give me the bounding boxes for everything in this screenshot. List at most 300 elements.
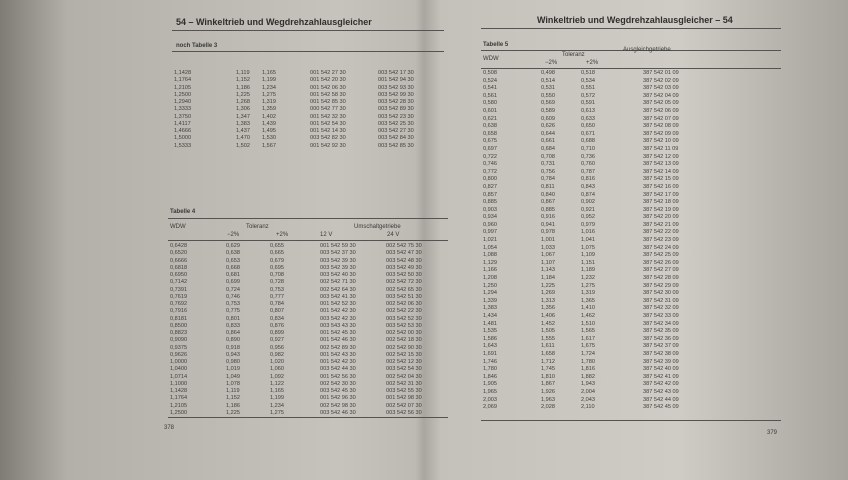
table3-cell: 1,186 — [236, 84, 250, 91]
table4-body — [170, 243, 450, 417]
table4-cell: 0,665 — [270, 250, 284, 257]
table5-cell: 0,840 — [541, 191, 555, 198]
table5-cell: 2,110 — [581, 404, 595, 411]
table4-row — [170, 323, 450, 330]
table4-row — [170, 330, 450, 337]
table3-cell: 1,470 — [236, 135, 250, 142]
table5-cell: 1,041 — [581, 237, 595, 244]
table4-cell: 003 542 41 30 — [320, 293, 356, 300]
table4-cell: 002 542 65 30 — [386, 286, 422, 293]
table4-cell: 003 542 42 30 — [320, 315, 356, 322]
table5-cell: 1,565 — [581, 328, 595, 335]
table4-cell: 003 542 54 30 — [386, 366, 422, 373]
table4-cell: 1,0400 — [170, 366, 188, 373]
table3-cell: 001 542 85 30 — [310, 99, 346, 105]
table4-cell: 1,1764 — [170, 395, 188, 402]
table5-row — [483, 351, 763, 359]
table5-cell: 387 542 40 09 — [643, 366, 679, 373]
table4-row — [170, 395, 450, 402]
table5-cell: 387 542 10 09 — [643, 138, 679, 145]
table3-cell: 1,119 — [236, 70, 250, 76]
table5-cell: 1,926 — [541, 388, 555, 395]
table5-cell: 1,225 — [541, 282, 555, 289]
table5-cell: 0,916 — [541, 214, 555, 221]
table4-cell: 0,918 — [226, 344, 240, 351]
table5-cell: 1,313 — [541, 297, 555, 304]
table3-cell: 003 542 27 30 — [378, 128, 414, 134]
table5-row — [483, 404, 763, 412]
table4-cell: 002 542 64 30 — [320, 286, 356, 293]
table5-cell: 0,787 — [581, 168, 595, 175]
table4-cell: 1,0000 — [170, 359, 188, 365]
table4-cell: 0,695 — [270, 264, 284, 271]
table5-cell: 387 542 39 09 — [643, 358, 679, 365]
table4-cell: 002 542 30 30 — [320, 380, 356, 387]
table5-cell: 1,617 — [581, 335, 595, 342]
table3-cell: 1,439 — [262, 120, 276, 127]
table5-cell: 387 542 08 09 — [643, 123, 679, 130]
right-page-header: Winkeltrieb und Wegdrehzahlausgleicher – 54 — [537, 15, 733, 25]
table5-cell: 387 542 15 09 — [643, 176, 679, 183]
table4-row — [170, 316, 450, 323]
table3-cell: 001 542 20 30 — [310, 77, 346, 84]
table5-cell: 387 542 19 09 — [643, 206, 679, 213]
table4-cell: 003 542 51 30 — [386, 293, 422, 300]
table4-cell: 1,019 — [226, 366, 240, 373]
table3-cell: 1,495 — [262, 128, 276, 134]
table5-cell: 0,514 — [541, 77, 555, 84]
table5-cell: 387 542 45 09 — [643, 404, 679, 411]
right-page-number: 379 — [767, 430, 778, 436]
table3-cell: 1,152 — [236, 77, 250, 84]
table5-cell: 387 542 18 09 — [643, 199, 679, 206]
table5-cell: 0,941 — [541, 221, 555, 228]
table4-cell: 003 543 43 30 — [320, 322, 356, 329]
table4-cell: 002 542 06 30 — [386, 301, 422, 307]
table4-cell: 002 542 00 30 — [386, 330, 422, 336]
table5-row — [483, 245, 763, 253]
table5-cell: 1,166 — [483, 267, 497, 274]
table4-row — [170, 337, 450, 344]
table4-cell: 0,956 — [270, 344, 284, 351]
table5-cell: 2,028 — [541, 404, 555, 411]
table4-row — [170, 279, 450, 286]
table5-row — [483, 313, 763, 321]
table5-cell: 0,722 — [483, 153, 497, 160]
table5-cell: 387 542 35 09 — [643, 328, 679, 335]
table5-cell: 387 542 41 09 — [643, 373, 679, 380]
table4-row — [170, 403, 450, 410]
table5-cell: 0,638 — [483, 123, 497, 130]
table4-cell: 0,6818 — [170, 264, 188, 271]
table5-row — [483, 389, 763, 397]
table5-cell: 1,867 — [541, 381, 555, 388]
table3-row — [174, 99, 442, 106]
table4-cell: 1,199 — [270, 395, 284, 402]
table4-cell: 0,890 — [226, 337, 240, 344]
table5-row — [483, 85, 763, 93]
table5-cell: 1,712 — [541, 358, 555, 365]
table5-cell: 387 542 21 09 — [643, 221, 679, 228]
table5-cell: 1,001 — [541, 237, 555, 244]
table3-cell: 001 542 94 30 — [378, 77, 414, 84]
table4-cell: 001 542 56 30 — [320, 373, 356, 380]
table5-cell: 1,410 — [581, 305, 595, 312]
table4-cell: 001 542 52 30 — [320, 301, 356, 307]
table5-cell: 1,054 — [483, 244, 497, 251]
table4-row — [170, 294, 450, 301]
table5-cell: 387 542 38 09 — [643, 350, 679, 357]
table4-cell: 003 542 44 30 — [320, 366, 356, 373]
table5-row — [483, 298, 763, 306]
table3-cell: 1,359 — [262, 106, 276, 113]
table5-cell: 1,555 — [541, 335, 555, 342]
table4-cell: 003 542 53 30 — [386, 322, 422, 329]
table5-cell: 1,250 — [483, 282, 497, 289]
table5-cell: 0,498 — [541, 70, 555, 76]
table5-cell: 1,505 — [541, 328, 555, 335]
table5-row — [483, 176, 763, 184]
table5-cell: 1,846 — [483, 373, 497, 380]
table5-cell: 1,535 — [483, 328, 497, 335]
table4-row — [170, 359, 450, 366]
table3-cell: 001 542 92 30 — [310, 142, 346, 149]
table5-cell: 1,611 — [541, 343, 555, 350]
table4-cell: 0,927 — [270, 337, 284, 344]
table4-cell: 002 542 15 30 — [386, 351, 422, 358]
table4-cell: 0,7619 — [170, 293, 188, 300]
table4-cell: 0,7692 — [170, 301, 188, 307]
table5-cell: 387 542 32 09 — [643, 305, 679, 312]
table4-cell: 003 542 45 30 — [320, 388, 356, 394]
table3-cell: 001 542 27 30 — [310, 70, 346, 76]
table5-cell: 0,903 — [483, 206, 497, 213]
table4-cell: 001 542 46 30 — [320, 337, 356, 344]
table3-cell: 1,2940 — [174, 99, 192, 105]
table3-row — [174, 92, 442, 99]
table5-cell: 1,675 — [581, 343, 595, 350]
table5-cell: 1,365 — [581, 297, 595, 304]
table5-cell: 0,708 — [541, 153, 555, 160]
table4-cell: 0,638 — [226, 250, 240, 257]
table5-cell: 0,591 — [581, 100, 595, 107]
table3-cell: 001 542 06 30 — [310, 84, 346, 91]
table5-cell: 0,572 — [581, 92, 595, 99]
table4-cell: 0,753 — [226, 301, 240, 307]
table5-row — [483, 146, 763, 154]
table3-cell: 003 542 23 30 — [378, 113, 414, 120]
table5-cell: 1,075 — [581, 244, 595, 251]
table5-cell: 0,857 — [483, 191, 497, 198]
table3-cell: 003 542 28 30 — [378, 99, 414, 105]
table4-col-12v: 12 V — [320, 232, 333, 238]
table5-row — [483, 214, 763, 222]
table4-cell: 1,234 — [270, 402, 284, 409]
table4-cell: 002 542 72 30 — [386, 279, 422, 286]
table5-cell: 1,356 — [541, 305, 555, 312]
table5-col-wdw: WDW — [483, 56, 499, 62]
table3-row — [174, 143, 442, 150]
table3-cell: 1,165 — [262, 70, 276, 76]
table5-cell: 0,843 — [581, 183, 595, 190]
table5-cell: 1,067 — [541, 252, 555, 259]
table4-cell: 003 542 49 30 — [386, 264, 422, 271]
table4-row — [170, 381, 450, 388]
table5-cell: 387 542 30 09 — [643, 290, 679, 297]
table4-cell: 001 542 59 30 — [320, 243, 356, 249]
table5-cell: 387 542 17 09 — [643, 191, 679, 198]
table5-cell: 387 542 02 09 — [643, 77, 679, 84]
table5-row — [483, 267, 763, 275]
table5-cell: 0,569 — [541, 100, 555, 107]
table5-cell: 0,658 — [483, 130, 497, 137]
table5-row — [483, 237, 763, 245]
table5-row — [483, 343, 763, 351]
table5-cell: 1,658 — [541, 350, 555, 357]
table4-head-rule — [168, 240, 448, 241]
table3-cell: 1,4666 — [174, 128, 192, 134]
table4-row — [170, 301, 450, 308]
table5-cell: 1,963 — [541, 396, 555, 403]
table4-cell: 1,225 — [226, 409, 240, 416]
table4-cell: 0,784 — [270, 301, 284, 307]
table4-cell: 1,020 — [270, 359, 284, 365]
table5-cell: 0,524 — [483, 77, 497, 84]
table5-cell: 1,691 — [483, 350, 497, 357]
table4-cell: 0,777 — [270, 293, 284, 300]
table3-cell: 1,306 — [236, 106, 250, 113]
table5-cell: 0,978 — [541, 229, 555, 236]
table4-cell: 001 542 42 30 — [320, 359, 356, 365]
table4-cell: 1,122 — [270, 380, 284, 387]
table5-cell: 387 542 03 09 — [643, 85, 679, 92]
table5-cell: 1,189 — [581, 267, 595, 274]
table5-cell: 387 542 22 09 — [643, 229, 679, 236]
table4-cell: 0,728 — [270, 279, 284, 286]
table4-cell: 002 542 98 30 — [320, 402, 356, 409]
table5-cell: 0,697 — [483, 145, 497, 152]
table5-cell: 1,319 — [581, 290, 595, 297]
table5-cell: 387 542 26 09 — [643, 259, 679, 266]
table3-cell: 003 542 84 30 — [378, 135, 414, 142]
table5-cell: 0,609 — [541, 115, 555, 122]
table5-cell: 0,580 — [483, 100, 497, 107]
table4-cell: 003 542 55 30 — [386, 388, 422, 394]
table5-row — [483, 222, 763, 230]
table5-cell: 0,731 — [541, 161, 555, 168]
table3-cell: 003 542 85 30 — [378, 142, 414, 149]
table5-row — [483, 116, 763, 124]
table5-row — [483, 321, 763, 329]
table5-cell: 1,586 — [483, 335, 497, 342]
table5-row — [483, 93, 763, 101]
table3-cell: 1,3333 — [174, 106, 192, 113]
table3-row — [174, 135, 442, 142]
table5-cell: 1,107 — [541, 259, 555, 266]
table4-row — [170, 345, 450, 352]
table4-cell: 0,724 — [226, 286, 240, 293]
table5-cell: 1,462 — [581, 313, 595, 319]
table5-row — [483, 70, 763, 78]
table5-cell: 1,434 — [483, 313, 497, 319]
table3-cell: 003 542 25 30 — [378, 120, 414, 127]
table3-cell: 003 542 17 30 — [378, 70, 414, 76]
table3-cell: 1,5333 — [174, 142, 192, 149]
table4-cell: 0,775 — [226, 308, 240, 315]
table5-cell: 0,934 — [483, 214, 497, 221]
left-page-header: 54 – Winkeltrieb und Wegdrehzahlausgleicher — [176, 17, 372, 27]
table5-row — [483, 229, 763, 237]
table5-cell: 387 542 06 09 — [643, 107, 679, 114]
table4-row — [170, 352, 450, 359]
table3-cell: 1,502 — [236, 142, 250, 149]
table5-cell: 1,481 — [483, 320, 497, 327]
table4-cell: 003 542 40 30 — [320, 272, 356, 278]
table4-cell: 1,119 — [226, 388, 240, 394]
table4-cell: 0,943 — [226, 351, 240, 358]
table5-cell: 1,745 — [541, 366, 555, 373]
table4-cell: 1,2500 — [170, 409, 188, 416]
table5-cell: 387 542 25 09 — [643, 252, 679, 259]
table4-cell: 001 542 45 30 — [320, 330, 356, 336]
table3-cell: 1,1764 — [174, 77, 192, 84]
table5-cell: 0,650 — [581, 123, 595, 130]
table3-cell: 1,275 — [262, 91, 276, 98]
table5-cell: 0,921 — [581, 206, 595, 213]
table4-cell: 0,668 — [226, 264, 240, 271]
table5-cell: 1,780 — [581, 358, 595, 365]
table5-cell: 1,882 — [581, 373, 595, 380]
table4-cell: 0,746 — [226, 293, 240, 300]
table5-cell: 1,905 — [483, 381, 497, 388]
table4-cell: 0,807 — [270, 308, 284, 315]
table4-cell: 0,982 — [270, 351, 284, 358]
table4-cell: 0,9375 — [170, 344, 188, 351]
table4-cell: 002 542 71 30 — [320, 279, 356, 286]
table3-cell: 001 542 14 30 — [310, 128, 346, 134]
table5-cell: 0,710 — [581, 145, 595, 152]
table4-cell: 0,9090 — [170, 337, 188, 344]
table4-row — [170, 265, 450, 272]
table4-cell: 003 542 39 30 — [320, 264, 356, 271]
table5-row — [483, 138, 763, 146]
table5-cell: 1,406 — [541, 313, 555, 319]
table4-cell: 003 542 46 30 — [320, 409, 356, 416]
table4-row — [170, 410, 450, 417]
table5-cell: 387 542 20 09 — [643, 214, 679, 221]
table3-cell: 1,567 — [262, 142, 276, 149]
table5-cell: 0,534 — [581, 77, 595, 84]
table3-row — [174, 77, 442, 84]
table5-cell: 0,550 — [541, 92, 555, 99]
table5-cell: 1,452 — [541, 320, 555, 327]
table3-row — [174, 106, 442, 113]
table5-row — [483, 359, 763, 367]
table3-cell: 1,225 — [236, 91, 250, 98]
table3-cell: 1,199 — [262, 77, 276, 84]
table4-cell: 003 542 39 30 — [320, 257, 356, 264]
table5-cell: 0,531 — [541, 85, 555, 92]
table4-cell: 002 542 90 30 — [386, 344, 422, 351]
table5-row — [483, 328, 763, 336]
table5-cell: 0,688 — [581, 138, 595, 145]
table4-cell: 002 542 75 30 — [386, 243, 422, 249]
table5-cell: 0,827 — [483, 183, 497, 190]
table3-row — [174, 128, 442, 135]
table5-cell: 1,109 — [581, 252, 595, 259]
table4-cell: 1,186 — [226, 402, 240, 409]
table5-cell: 387 542 27 09 — [643, 267, 679, 274]
table4-cell: 002 542 07 30 — [386, 402, 422, 409]
table5-cell: 1,643 — [483, 343, 497, 350]
table4-cell: 002 542 12 30 — [386, 359, 422, 365]
table4-cell: 002 542 89 30 — [320, 344, 356, 351]
table5-cell: 1,724 — [581, 350, 595, 357]
table5-cell: 1,339 — [483, 297, 497, 304]
table4-cell: 002 542 31 30 — [386, 380, 422, 387]
table5-cell: 0,772 — [483, 168, 497, 175]
table3-cell: 1,530 — [262, 135, 276, 142]
table5-cell: 0,746 — [483, 161, 497, 168]
table5-cell: 387 542 01 09 — [643, 70, 679, 76]
table5-cell: 0,633 — [581, 115, 595, 122]
table5-row — [483, 336, 763, 344]
table4-col-24v: 24 V — [387, 232, 400, 238]
table5-col-minus: −2% — [545, 60, 558, 66]
table5-row — [483, 108, 763, 116]
table5-cell: 387 542 31 09 — [643, 297, 679, 304]
table5-row — [483, 252, 763, 260]
table5-row — [483, 199, 763, 207]
table4-cell: 002 542 22 30 — [386, 308, 422, 315]
table5-cell: 0,874 — [581, 191, 595, 198]
table4-cell: 0,629 — [226, 243, 240, 249]
table5-cell: 1,816 — [581, 366, 595, 373]
table5-row — [483, 275, 763, 283]
table5-cell: 0,589 — [541, 107, 555, 114]
table5-cell: 1,208 — [483, 275, 497, 282]
table3-row — [174, 70, 442, 77]
table4-row — [170, 366, 450, 373]
table4-cell: 1,049 — [226, 373, 240, 380]
table5-cell: 0,561 — [483, 92, 497, 99]
table5-cell: 387 542 34 09 — [643, 320, 679, 327]
table3-cell: 001 542 58 30 — [310, 91, 346, 98]
table5-cell: 1,269 — [541, 290, 555, 297]
table4-bottom-rule — [168, 417, 448, 418]
table5-cell: 1,746 — [483, 358, 497, 365]
table5-cell: 0,613 — [581, 107, 595, 114]
table5-cell: 0,952 — [581, 214, 595, 221]
left-page — [150, 0, 450, 480]
table5-cell: 1,033 — [541, 244, 555, 251]
table4-cell: 0,864 — [226, 330, 240, 336]
table5-cell: 1,965 — [483, 388, 497, 395]
table3-cell: 1,347 — [236, 113, 250, 120]
table3-row — [174, 114, 442, 121]
table5-row — [483, 283, 763, 291]
table5-head-rule — [481, 68, 781, 69]
table5-cell: 0,518 — [581, 70, 595, 76]
table5-cell: 0,811 — [541, 183, 555, 190]
table3-cell: 1,268 — [236, 99, 250, 105]
table4-cell: 003 542 56 30 — [386, 409, 422, 416]
table4-row — [170, 374, 450, 381]
table5-cell: 0,760 — [581, 161, 595, 168]
table5-cell: 387 542 12 09 — [643, 153, 679, 160]
table4-cell: 0,6950 — [170, 272, 188, 278]
table5-cell: 0,621 — [483, 115, 497, 122]
